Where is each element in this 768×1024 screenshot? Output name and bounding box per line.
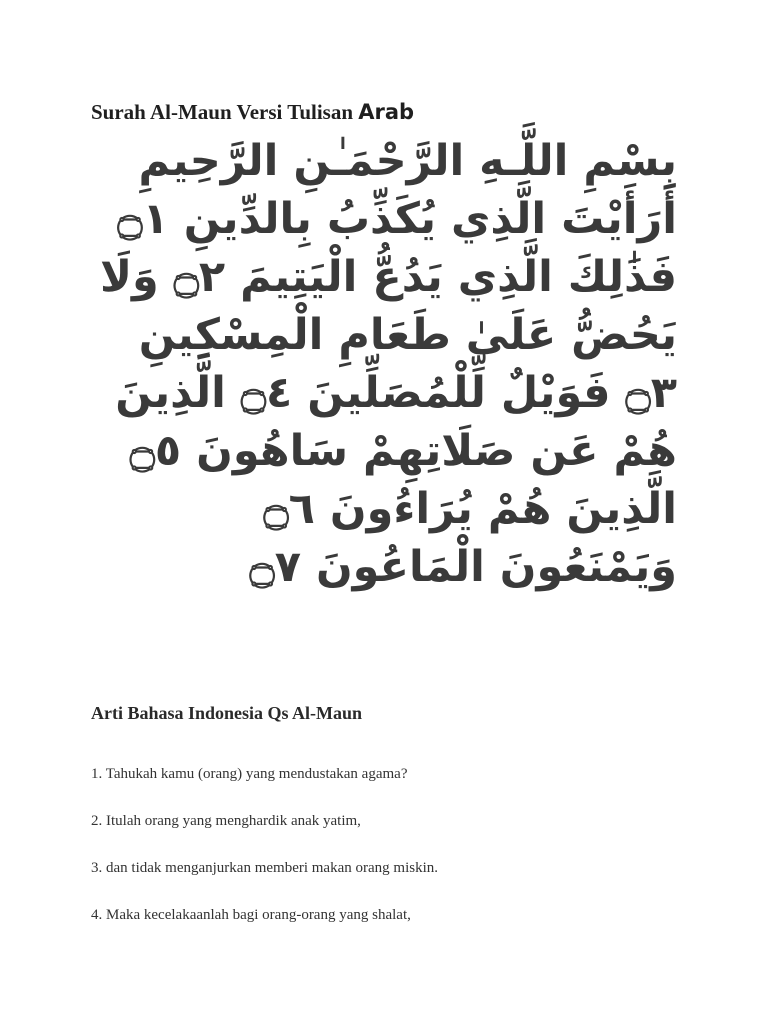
arabic-surah-text <box>91 132 677 596</box>
arabic-verse: أَرَأَيْتَ الَّذِي يُكَذِّبُ بِالدِّينِ ۝١ <box>117 194 677 244</box>
translation-list <box>91 764 438 952</box>
title-latin: Surah Al-Maun Versi Tulisan <box>91 100 354 124</box>
arabic-verse: وَلَا يَحُضُّ عَلَىٰ طَعَامِ الْمِسْكِينِ ۝٣ <box>99 252 677 418</box>
title-arab-word: Arab <box>358 100 415 124</box>
arabic-verse: الَّذِينَ هُمْ عَن صَلَاتِهِمْ سَاهُونَ ۝٥ <box>115 368 677 476</box>
arabic-verse: الَّذِينَ هُمْ يُرَاءُونَ ۝٦ <box>263 484 677 534</box>
page-title <box>91 100 414 125</box>
arabic-verse: بِسْمِ اللَّـهِ الرَّحْمَـٰنِ الرَّحِيمِ <box>138 136 677 186</box>
translation-item: 3. dan tidak menganjurkan memberi makan orang miskin. <box>91 860 438 876</box>
arabic-verse: وَيَمْنَعُونَ الْمَاعُونَ ۝٧ <box>249 542 677 592</box>
translation-item: 2. Itulah orang yang menghardik anak yatim, <box>91 813 361 829</box>
translation-item: 4. Maka kecelakaanlah bagi orang-orang yang shalat, <box>91 907 411 923</box>
arabic-verse: فَذَٰلِكَ الَّذِي يَدُعُّ الْيَتِيمَ ۝٢ <box>173 252 677 302</box>
document-page <box>91 0 677 1024</box>
translation-item: 1. Tahukah kamu (orang) yang mendustakan agama? <box>91 766 408 782</box>
translation-heading: Arti Bahasa Indonesia Qs Al-Maun <box>91 703 363 723</box>
arabic-verse: فَوَيْلٌ لِّلْمُصَلِّينَ ۝٤ <box>240 368 611 418</box>
